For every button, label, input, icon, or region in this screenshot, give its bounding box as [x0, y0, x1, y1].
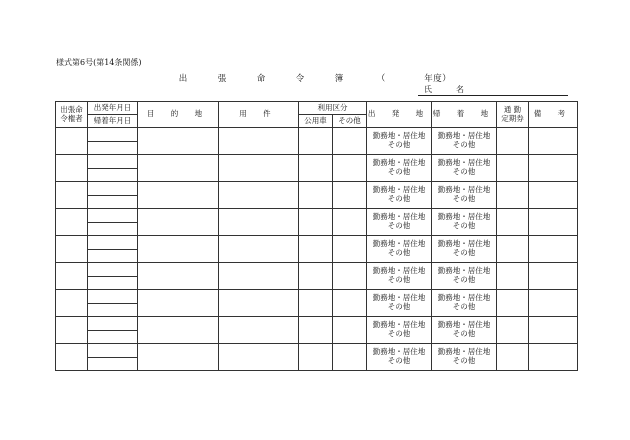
arrival-place-cell[interactable]	[432, 263, 497, 290]
departure-option-line1: 勤務地・居住地	[372, 320, 426, 330]
departure-option-line2: その他	[387, 194, 411, 203]
departure-option-line1: 勤務地・居住地	[372, 158, 426, 168]
remarks-cell[interactable]	[529, 128, 578, 155]
arrival-option-line2: その他	[452, 221, 476, 230]
return-date-cell[interactable]	[88, 357, 138, 371]
arrival-option-line2: その他	[452, 302, 476, 311]
header-departure-place: 出 発 地	[367, 102, 432, 128]
departure-option-line2: その他	[387, 329, 411, 338]
commuter-pass-cell[interactable]	[497, 290, 529, 317]
form-number: 様式第6号(第14条関係)	[56, 58, 142, 67]
departure-place-cell[interactable]	[367, 209, 432, 236]
arrival-place-cell[interactable]	[432, 317, 497, 344]
arrival-option-line1: 勤務地・居住地	[437, 185, 491, 195]
departure-place-cell[interactable]	[367, 155, 432, 182]
official-car-cell[interactable]	[299, 182, 333, 209]
arrival-option-line1: 勤務地・居住地	[437, 158, 491, 168]
business-cell[interactable]	[219, 344, 299, 371]
arrival-place-cell[interactable]	[432, 344, 497, 371]
departure-place-cell[interactable]	[367, 344, 432, 371]
arrival-place-cell[interactable]	[432, 182, 497, 209]
departure-option-line1: 勤務地・居住地	[372, 131, 426, 141]
arrival-option-line1: 勤務地・居住地	[437, 239, 491, 249]
arrival-place-cell[interactable]	[432, 128, 497, 155]
departure-option-line1: 勤務地・居住地	[372, 185, 426, 195]
commuter-pass-cell[interactable]	[497, 182, 529, 209]
other-cell[interactable]	[333, 344, 367, 371]
business-cell[interactable]	[219, 209, 299, 236]
official-car-cell[interactable]	[299, 128, 333, 155]
remarks-cell[interactable]	[529, 317, 578, 344]
departure-option-line1: 勤務地・居住地	[372, 212, 426, 222]
departure-place-cell[interactable]	[367, 236, 432, 263]
departure-option-line2: その他	[387, 140, 411, 149]
commuter-pass-cell[interactable]	[497, 236, 529, 263]
business-cell[interactable]	[219, 128, 299, 155]
table-row	[56, 290, 578, 304]
departure-option-line2: その他	[387, 302, 411, 311]
depart-date-cell[interactable]	[88, 236, 138, 250]
title-year-open: （	[376, 74, 386, 84]
arrival-option-line2: その他	[452, 167, 476, 176]
order-person-cell[interactable]	[56, 263, 88, 290]
header-arrival-place: 帰 着 地	[432, 102, 497, 128]
arrival-option-line2: その他	[452, 194, 476, 203]
header-return-date: 帰着年月日	[88, 115, 138, 128]
table-row	[56, 317, 578, 331]
commuter-pass-cell[interactable]	[497, 209, 529, 236]
destination-cell[interactable]	[138, 290, 219, 317]
depart-date-cell[interactable]	[88, 128, 138, 142]
order-person-cell[interactable]	[56, 182, 88, 209]
arrival-option-line2: その他	[452, 356, 476, 365]
destination-cell[interactable]	[138, 182, 219, 209]
remarks-cell[interactable]	[529, 236, 578, 263]
remarks-cell[interactable]	[529, 182, 578, 209]
return-date-cell[interactable]	[88, 141, 138, 155]
other-cell[interactable]	[333, 128, 367, 155]
arrival-option-line1: 勤務地・居住地	[437, 212, 491, 222]
table-row	[56, 209, 578, 223]
business-trip-table	[55, 101, 578, 371]
official-car-cell[interactable]	[299, 290, 333, 317]
official-car-cell[interactable]	[299, 344, 333, 371]
commuter-pass-cell[interactable]	[497, 155, 529, 182]
official-car-cell[interactable]	[299, 155, 333, 182]
arrival-option-line1: 勤務地・居住地	[437, 320, 491, 330]
arrival-option-line1: 勤務地・居住地	[437, 266, 491, 276]
order-person-cell[interactable]	[56, 155, 88, 182]
depart-date-cell[interactable]	[88, 209, 138, 223]
departure-option-line1: 勤務地・居住地	[372, 266, 426, 276]
return-date-cell[interactable]	[88, 276, 138, 290]
departure-option-line2: その他	[387, 221, 411, 230]
name-field[interactable]	[418, 84, 568, 96]
destination-cell[interactable]	[138, 209, 219, 236]
official-car-cell[interactable]	[299, 263, 333, 290]
official-car-cell[interactable]	[299, 209, 333, 236]
other-cell[interactable]	[333, 317, 367, 344]
arrival-option-line2: その他	[452, 248, 476, 257]
order-person-cell[interactable]	[56, 236, 88, 263]
return-date-cell[interactable]	[88, 303, 138, 317]
official-car-cell[interactable]	[299, 236, 333, 263]
departure-place-cell[interactable]	[367, 317, 432, 344]
other-cell[interactable]	[333, 290, 367, 317]
header-other: その他	[333, 115, 367, 128]
arrival-place-cell[interactable]	[432, 236, 497, 263]
arrival-place-cell[interactable]	[432, 155, 497, 182]
other-cell[interactable]	[333, 236, 367, 263]
business-cell[interactable]	[219, 182, 299, 209]
title-main: 出 張 命 令 簿	[178, 74, 355, 84]
business-cell[interactable]	[219, 236, 299, 263]
table-row	[56, 182, 578, 196]
remarks-cell[interactable]	[529, 155, 578, 182]
other-cell[interactable]	[333, 263, 367, 290]
arrival-option-line2: その他	[452, 140, 476, 149]
header-official-car: 公用車	[299, 115, 333, 128]
return-date-cell[interactable]	[88, 222, 138, 236]
title-year-close: 年度）	[424, 74, 452, 84]
departure-option-line2: その他	[387, 275, 411, 284]
official-car-cell[interactable]	[299, 317, 333, 344]
departure-place-cell[interactable]	[367, 128, 432, 155]
header-remarks: 備 考	[529, 102, 578, 128]
return-date-cell[interactable]	[88, 195, 138, 209]
table-row	[56, 155, 578, 169]
depart-date-cell[interactable]	[88, 344, 138, 358]
arrival-option-line1: 勤務地・居住地	[437, 347, 491, 357]
arrival-place-cell[interactable]	[432, 209, 497, 236]
remarks-cell[interactable]	[529, 290, 578, 317]
return-date-cell[interactable]	[88, 330, 138, 344]
header-commuter-pass: 通 勤 定期券	[497, 102, 529, 128]
arrival-place-cell[interactable]	[432, 290, 497, 317]
departure-option-line2: その他	[387, 167, 411, 176]
destination-cell[interactable]	[138, 344, 219, 371]
commuter-pass-cell[interactable]	[497, 263, 529, 290]
depart-date-cell[interactable]	[88, 182, 138, 196]
destination-cell[interactable]	[138, 263, 219, 290]
header-depart-date: 出発年月日	[88, 102, 138, 115]
remarks-cell[interactable]	[529, 209, 578, 236]
departure-option-line2: その他	[387, 248, 411, 257]
return-date-cell[interactable]	[88, 168, 138, 182]
departure-place-cell[interactable]	[367, 290, 432, 317]
depart-date-cell[interactable]	[88, 155, 138, 169]
remarks-cell[interactable]	[529, 344, 578, 371]
commuter-pass-cell[interactable]	[497, 128, 529, 155]
arrival-option-line2: その他	[452, 329, 476, 338]
header-destination: 目 的 地	[138, 102, 219, 128]
depart-date-cell[interactable]	[88, 290, 138, 304]
arrival-option-line1: 勤務地・居住地	[437, 293, 491, 303]
arrival-option-line1: 勤務地・居住地	[437, 131, 491, 141]
page-title	[0, 72, 630, 84]
return-date-cell[interactable]	[88, 249, 138, 263]
order-person-cell[interactable]	[56, 290, 88, 317]
other-cell[interactable]	[333, 182, 367, 209]
arrival-option-line2: その他	[452, 275, 476, 284]
table-row	[56, 263, 578, 277]
name-label: 氏 名	[424, 85, 472, 94]
order-person-cell[interactable]	[56, 209, 88, 236]
header-business: 用 件	[219, 102, 299, 128]
other-cell[interactable]	[333, 209, 367, 236]
business-cell[interactable]	[219, 290, 299, 317]
departure-option-line1: 勤務地・居住地	[372, 293, 426, 303]
other-cell[interactable]	[333, 155, 367, 182]
commuter-pass-cell[interactable]	[497, 317, 529, 344]
depart-date-cell[interactable]	[88, 263, 138, 277]
destination-cell[interactable]	[138, 317, 219, 344]
header-usage-category: 利用区分	[299, 102, 367, 115]
departure-place-cell[interactable]	[367, 263, 432, 290]
order-person-cell[interactable]	[56, 128, 88, 155]
order-person-cell[interactable]	[56, 344, 88, 371]
business-cell[interactable]	[219, 155, 299, 182]
destination-cell[interactable]	[138, 155, 219, 182]
business-cell[interactable]	[219, 263, 299, 290]
destination-cell[interactable]	[138, 236, 219, 263]
remarks-cell[interactable]	[529, 263, 578, 290]
header-order-person: 出張命令権者	[56, 102, 88, 128]
depart-date-cell[interactable]	[88, 317, 138, 331]
order-person-cell[interactable]	[56, 317, 88, 344]
table-row	[56, 236, 578, 250]
departure-place-cell[interactable]	[367, 182, 432, 209]
business-cell[interactable]	[219, 317, 299, 344]
departure-option-line2: その他	[387, 356, 411, 365]
departure-option-line1: 勤務地・居住地	[372, 347, 426, 357]
commuter-pass-cell[interactable]	[497, 344, 529, 371]
table-row	[56, 128, 578, 142]
table-row	[56, 344, 578, 358]
destination-cell[interactable]	[138, 128, 219, 155]
departure-option-line1: 勤務地・居住地	[372, 239, 426, 249]
